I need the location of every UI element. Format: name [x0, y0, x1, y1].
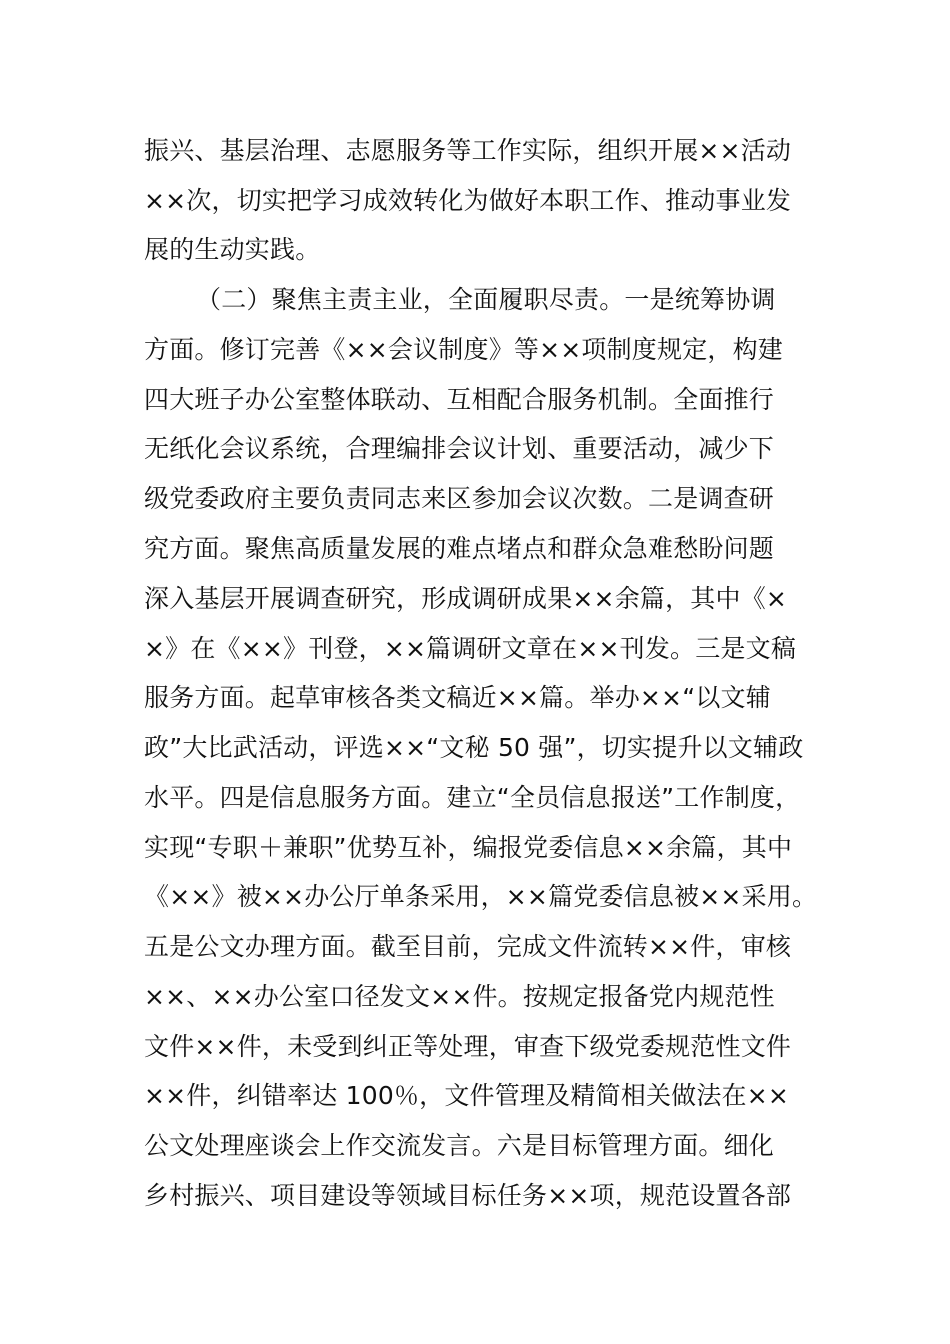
paragraph-line: 实现“专职＋兼职”优势互补，编报党委信息××余篇，其中: [144, 833, 793, 862]
paragraph-line: 级党委政府主要负责同志来区参加会议次数。二是调查研: [144, 484, 775, 513]
paragraph-line: ×》在《××》刊登，××篇调研文章在××刊发。三是文稿: [144, 634, 797, 663]
paragraph-line: 服务方面。起草审核各类文稿近××篇。举办××“以文辅: [144, 683, 771, 712]
paragraph-line: 方面。修订完善《××会议制度》等××项制度规定，构建: [144, 335, 783, 364]
paragraph-line: ××、××办公室口径发文××件。按规定报备党内规范性: [144, 982, 775, 1011]
paragraph-line: 水平。四是信息服务方面。建立“全员信息报送”工作制度，: [144, 783, 801, 812]
paragraph-line: ××件，纠错率达 100％，文件管理及精简相关做法在××: [144, 1081, 790, 1110]
paragraph-line: 政”大比武活动，评选××“文秘 50 强”，切实提升以文辅政: [144, 733, 804, 762]
paragraph-line: 深入基层开展调查研究，形成调研成果××余篇，其中《×: [144, 584, 788, 613]
section-heading-line: （二）聚焦主责主业，全面履职尽责。一是统筹协调: [196, 285, 776, 314]
paragraph-line: 无纸化会议系统，合理编排会议计划、重要活动，减少下: [144, 434, 775, 463]
paragraph-line: 文件××件，未受到纠正等处理，审查下级党委规范性文件: [144, 1032, 792, 1061]
paragraph-line: 乡村振兴、项目建设等领域目标任务××项，规范设置各部: [144, 1181, 792, 1210]
paragraph-line: 四大班子办公室整体联动、互相配合服务机制。全面推行: [144, 385, 775, 414]
paragraph-line: 振兴、基层治理、志愿服务等工作实际，组织开展××活动: [144, 136, 792, 165]
paragraph-line: 展的生动实践。: [144, 235, 321, 264]
paragraph-line: 五是公文办理方面。截至目前，完成文件流转××件，审核: [144, 932, 792, 961]
paragraph-line: 公文处理座谈会上作交流发言。六是目标管理方面。细化: [144, 1131, 775, 1160]
paragraph-line: 《××》被××办公厅单条采用，××篇党委信息被××采用。: [144, 882, 818, 911]
paragraph-line: ××次，切实把学习成效转化为做好本职工作、推动事业发: [144, 186, 792, 215]
paragraph-line: 究方面。聚焦高质量发展的难点堵点和群众急难愁盼问题: [144, 534, 775, 563]
